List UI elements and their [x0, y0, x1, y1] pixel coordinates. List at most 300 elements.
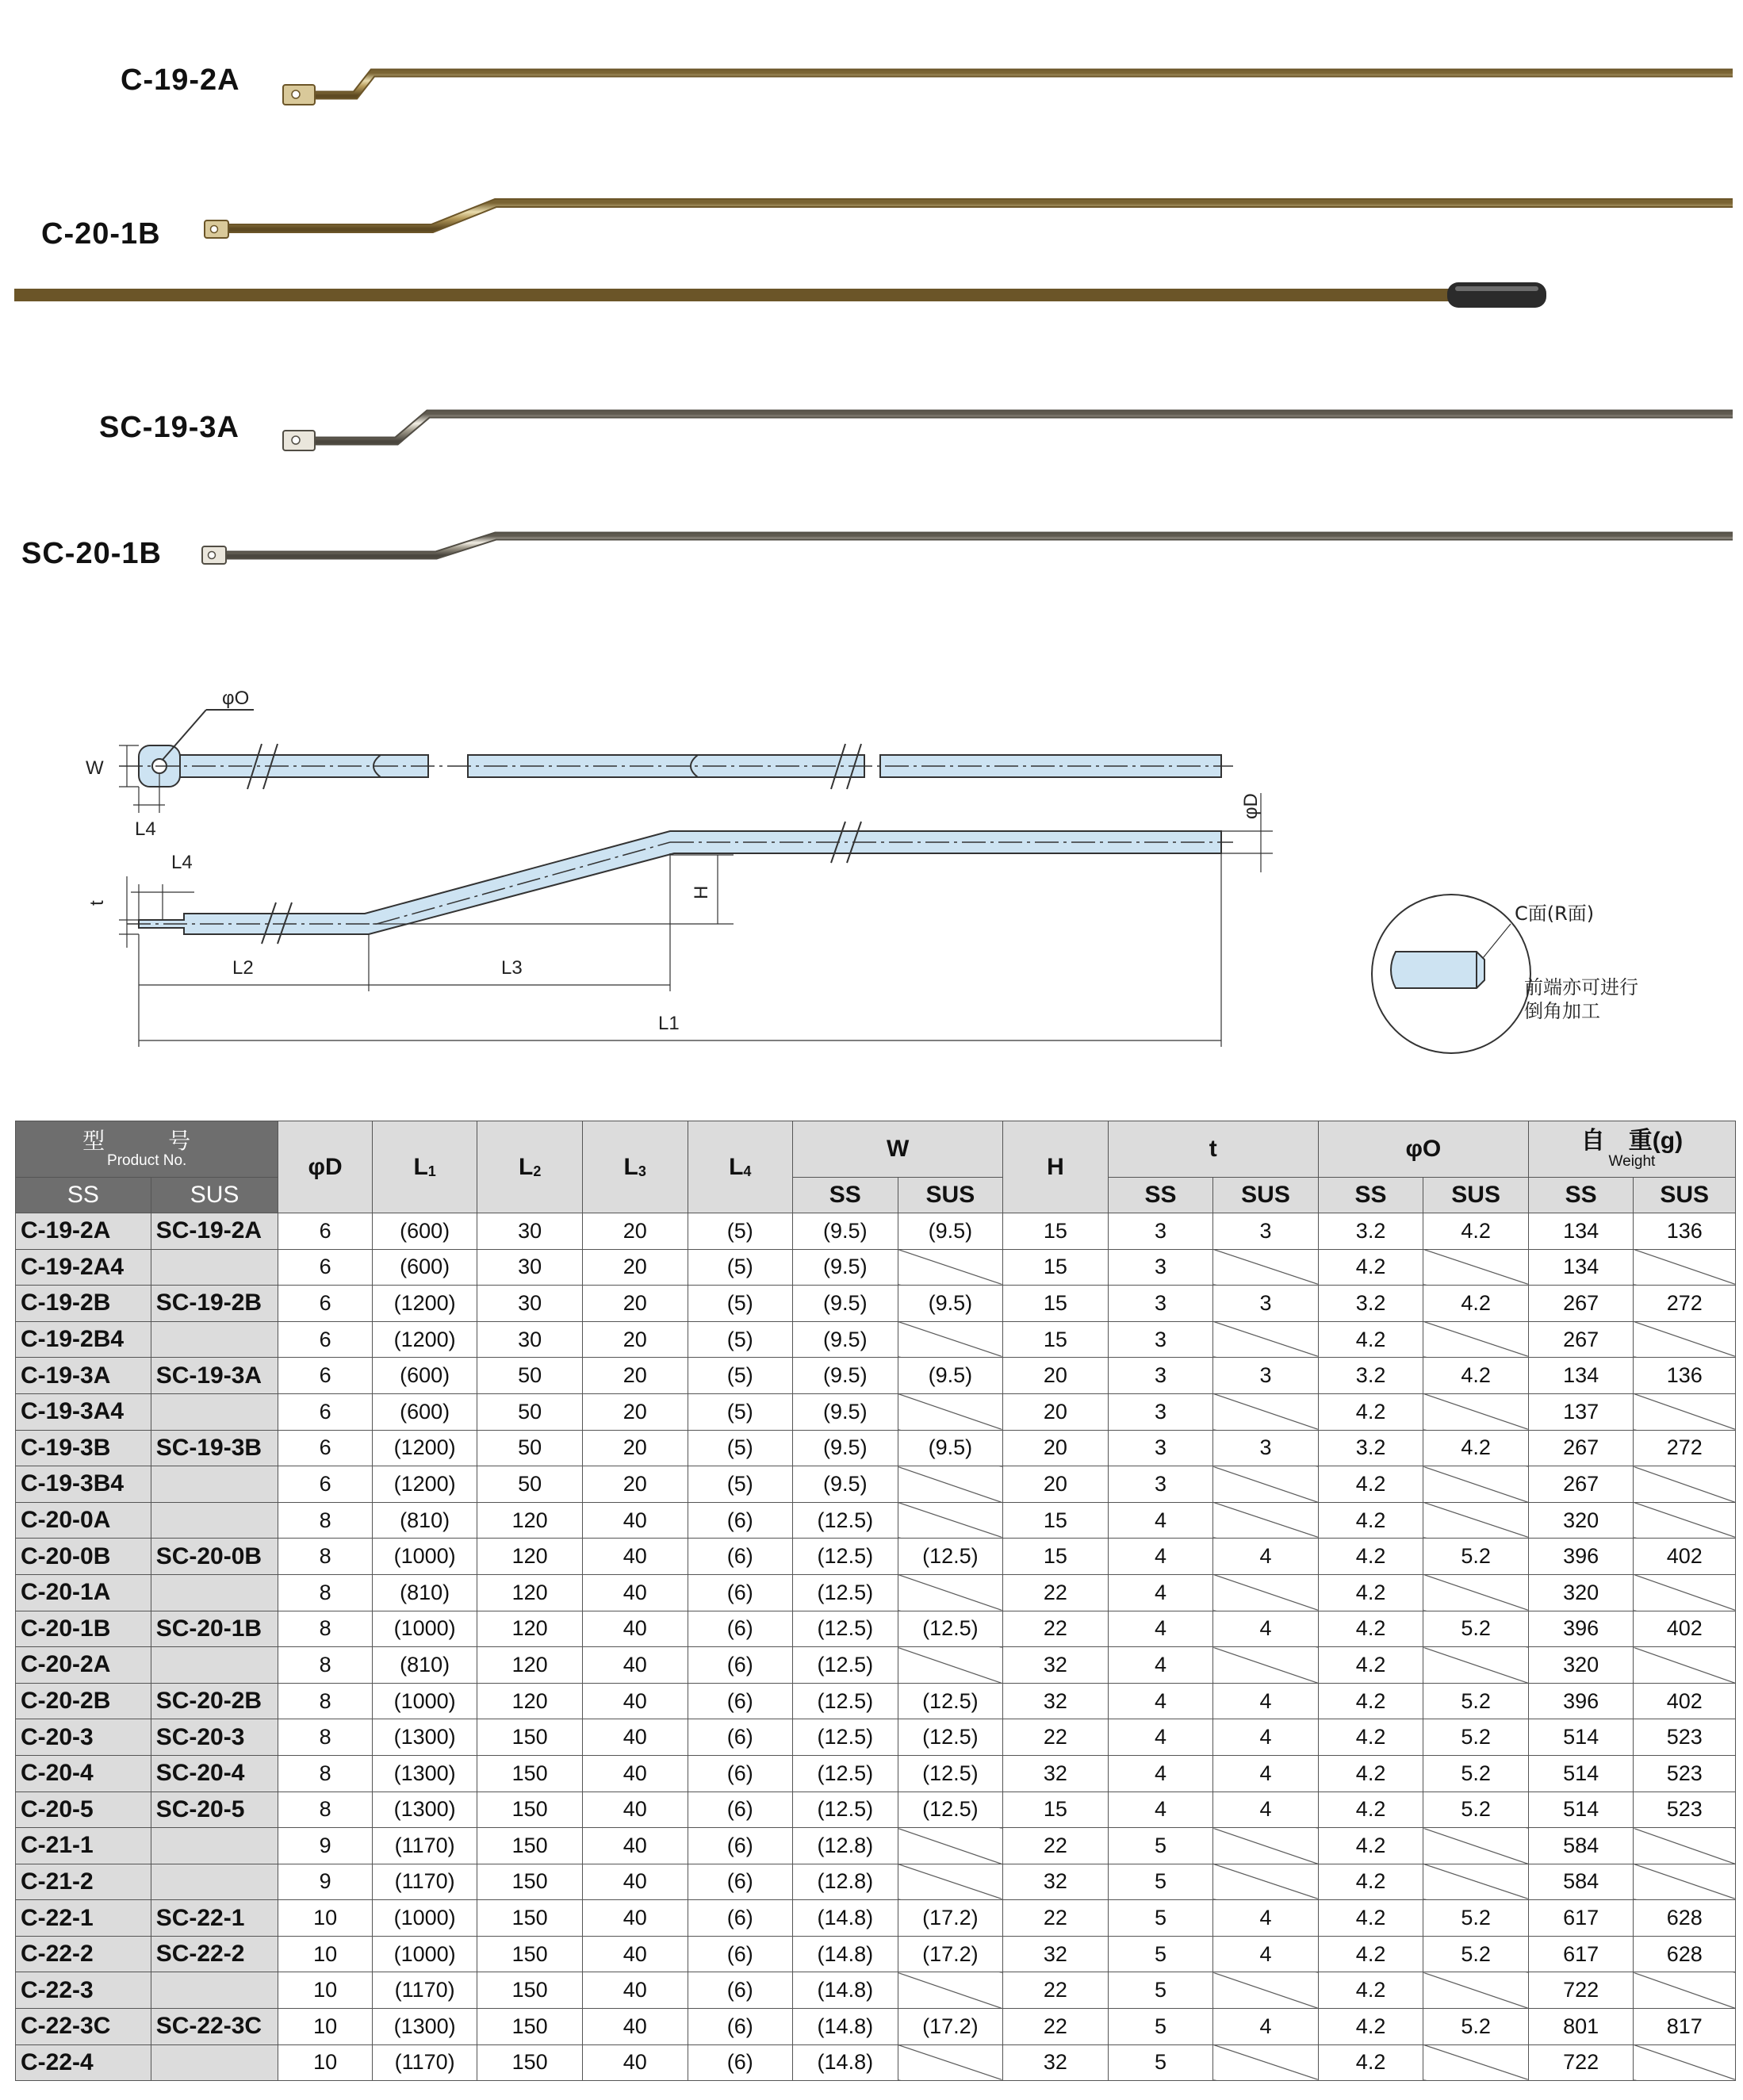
top-view [119, 710, 1233, 813]
cell-l2: 50 [477, 1466, 583, 1503]
cell-t-sus [1213, 2044, 1319, 2081]
cell-t-ss: 4 [1108, 1611, 1213, 1647]
label-phi-o: φO [222, 688, 250, 709]
cell-l1: (1000) [372, 1539, 477, 1575]
header-phi-d: φD [278, 1121, 372, 1213]
cell-h: 32 [1003, 1936, 1109, 1972]
cell-weight-ss: 584 [1528, 1828, 1634, 1864]
cell-l2: 150 [477, 1972, 583, 2009]
cell-t-ss: 4 [1108, 1792, 1213, 1828]
table-row [16, 1393, 1736, 1430]
cell-l2: 30 [477, 1286, 583, 1322]
cell-o-ss: 4.2 [1318, 1539, 1423, 1575]
cell-w-ss: (9.5) [793, 1213, 898, 1250]
table-row [16, 1828, 1736, 1864]
cell-t-sus [1213, 1249, 1319, 1286]
cell-l1: (600) [372, 1249, 477, 1286]
cell-w-ss: (12.5) [793, 1502, 898, 1539]
chamfer-label: C面(R面) [1515, 902, 1595, 925]
cell-l4: (6) [688, 2009, 793, 2045]
cell-model-ss: C-20-4 [16, 1755, 151, 1792]
cell-model-sus: SC-20-4 [151, 1755, 278, 1792]
cell-model-ss: C-20-2B [16, 1683, 151, 1719]
photo-label-c-20-1b: C-20-1B [41, 217, 161, 251]
table-row [16, 1430, 1736, 1466]
label-w: W [86, 757, 104, 779]
cell-l2: 50 [477, 1393, 583, 1430]
cell-w-sus: (12.5) [898, 1683, 1003, 1719]
cell-o-ss: 4.2 [1318, 1719, 1423, 1756]
cell-t-sus: 4 [1213, 1936, 1319, 1972]
cell-l3: 20 [582, 1321, 688, 1358]
cell-l1: (1000) [372, 1611, 477, 1647]
cell-h: 22 [1003, 1719, 1109, 1756]
label-l4-top: L4 [135, 818, 156, 840]
cell-o-sus: 4.2 [1423, 1430, 1529, 1466]
cell-weight-ss: 134 [1528, 1358, 1634, 1394]
cell-h: 32 [1003, 1683, 1109, 1719]
cell-l4: (6) [688, 1539, 793, 1575]
cell-model-ss: C-22-1 [16, 1900, 151, 1937]
cell-o-ss: 4.2 [1318, 1972, 1423, 2009]
rod-photo-sc-20-1b [202, 536, 1733, 564]
cell-weight-ss: 320 [1528, 1502, 1634, 1539]
cell-l1: (1300) [372, 2009, 477, 2045]
cell-o-sus [1423, 1321, 1529, 1358]
cell-l1: (1170) [372, 1972, 477, 2009]
cell-l2: 120 [477, 1683, 583, 1719]
cell-w-ss: (12.5) [793, 1755, 898, 1792]
cell-t-ss: 5 [1108, 1828, 1213, 1864]
spec-table [15, 1121, 1736, 2081]
cell-h: 22 [1003, 1972, 1109, 2009]
cell-t-sus [1213, 1574, 1319, 1611]
table-row [16, 1466, 1736, 1503]
cell-l3: 20 [582, 1249, 688, 1286]
chamfer-detail [1372, 895, 1530, 1053]
cell-w-sus [898, 1864, 1003, 1900]
product-photos [0, 0, 1743, 603]
cell-phi-d: 10 [278, 1972, 372, 2009]
cell-l2: 150 [477, 1792, 583, 1828]
cell-l2: 150 [477, 1936, 583, 1972]
cell-weight-ss: 396 [1528, 1539, 1634, 1575]
cell-o-sus: 4.2 [1423, 1286, 1529, 1322]
cell-phi-d: 8 [278, 1719, 372, 1756]
cell-l4: (6) [688, 1755, 793, 1792]
header-t-ss: SS [1108, 1178, 1213, 1213]
cell-o-ss: 4.2 [1318, 1502, 1423, 1539]
cell-phi-d: 10 [278, 1900, 372, 1937]
cell-weight-ss: 514 [1528, 1755, 1634, 1792]
cell-l2: 30 [477, 1213, 583, 1250]
cell-l3: 40 [582, 1972, 688, 2009]
header-h: H [1003, 1121, 1109, 1213]
rod-photo-c-19-2a [283, 73, 1733, 105]
cell-l4: (6) [688, 2044, 793, 2081]
table-row [16, 1972, 1736, 2009]
cell-model-sus: SC-20-2B [151, 1683, 278, 1719]
cell-phi-d: 6 [278, 1358, 372, 1394]
cell-model-sus [151, 1249, 278, 1286]
cell-weight-sus: 136 [1634, 1213, 1736, 1250]
cell-t-sus [1213, 1972, 1319, 2009]
cell-model-ss: C-22-3C [16, 2009, 151, 2045]
header-weight-ss: SS [1528, 1178, 1634, 1213]
label-phi-d: φD [1240, 793, 1262, 819]
cell-weight-sus: 402 [1634, 1611, 1736, 1647]
cell-weight-sus: 628 [1634, 1936, 1736, 1972]
table-row [16, 1611, 1736, 1647]
cell-phi-d: 8 [278, 1755, 372, 1792]
cell-model-ss: C-22-2 [16, 1936, 151, 1972]
cell-t-ss: 5 [1108, 1900, 1213, 1937]
cell-t-sus [1213, 1321, 1319, 1358]
cell-o-sus: 5.2 [1423, 1792, 1529, 1828]
cell-h: 22 [1003, 1574, 1109, 1611]
header-model-ss: SS [16, 1178, 151, 1213]
cell-h: 20 [1003, 1358, 1109, 1394]
cell-l3: 20 [582, 1393, 688, 1430]
cell-model-sus: SC-19-2A [151, 1213, 278, 1250]
cell-l1: (1000) [372, 1900, 477, 1937]
cell-o-sus: 5.2 [1423, 1539, 1529, 1575]
table-row [16, 1213, 1736, 1250]
cell-l2: 150 [477, 2009, 583, 2045]
cell-w-sus [898, 1393, 1003, 1430]
cell-o-ss: 4.2 [1318, 1466, 1423, 1503]
cell-t-sus: 4 [1213, 1792, 1319, 1828]
cell-weight-ss: 137 [1528, 1393, 1634, 1430]
header-model-sus: SUS [151, 1178, 278, 1213]
cell-w-ss: (14.8) [793, 1936, 898, 1972]
cell-o-ss: 4.2 [1318, 1792, 1423, 1828]
cell-l3: 40 [582, 1936, 688, 1972]
cell-weight-sus: 136 [1634, 1358, 1736, 1394]
cell-weight-ss: 320 [1528, 1574, 1634, 1611]
cell-w-ss: (9.5) [793, 1358, 898, 1394]
cell-model-ss: C-19-3B [16, 1430, 151, 1466]
cell-t-sus: 4 [1213, 2009, 1319, 2045]
label-l2: L2 [232, 957, 254, 979]
cell-model-sus [151, 1502, 278, 1539]
cell-t-ss: 3 [1108, 1430, 1213, 1466]
cell-o-sus [1423, 1249, 1529, 1286]
cell-l3: 40 [582, 1647, 688, 1684]
cell-weight-ss: 134 [1528, 1249, 1634, 1286]
cell-model-sus [151, 1393, 278, 1430]
header-l1: $L_1$ [372, 1121, 477, 1213]
cell-o-ss: 4.2 [1318, 1828, 1423, 1864]
cell-w-ss: (9.5) [793, 1466, 898, 1503]
cell-phi-d: 6 [278, 1213, 372, 1250]
cell-h: 32 [1003, 1647, 1109, 1684]
cell-weight-ss: 320 [1528, 1647, 1634, 1684]
cell-o-sus: 5.2 [1423, 1719, 1529, 1756]
table-row [16, 1574, 1736, 1611]
cell-l3: 40 [582, 1828, 688, 1864]
cell-l4: (5) [688, 1466, 793, 1503]
cell-w-sus: (12.5) [898, 1611, 1003, 1647]
cell-t-sus [1213, 1502, 1319, 1539]
table-row [16, 2009, 1736, 2045]
cell-o-sus [1423, 1574, 1529, 1611]
photo-label-sc-19-3a: SC-19-3A [99, 411, 239, 444]
cell-o-sus [1423, 1864, 1529, 1900]
cell-l3: 40 [582, 1792, 688, 1828]
cell-l2: 30 [477, 1249, 583, 1286]
cell-t-sus [1213, 1864, 1319, 1900]
cell-t-sus: 3 [1213, 1286, 1319, 1322]
cell-l4: (5) [688, 1321, 793, 1358]
cell-t-sus [1213, 1466, 1319, 1503]
cell-h: 20 [1003, 1430, 1109, 1466]
cell-l3: 40 [582, 2044, 688, 2081]
cell-o-ss: 4.2 [1318, 1900, 1423, 1937]
cell-model-sus: SC-19-3A [151, 1358, 278, 1394]
cell-o-ss: 3.2 [1318, 1430, 1423, 1466]
cell-o-ss: 4.2 [1318, 1574, 1423, 1611]
table-row [16, 1286, 1736, 1322]
cell-l4: (5) [688, 1286, 793, 1322]
cell-l4: (6) [688, 1502, 793, 1539]
cell-t-ss: 5 [1108, 1936, 1213, 1972]
cell-w-ss: (14.8) [793, 1972, 898, 2009]
cell-h: 32 [1003, 2044, 1109, 2081]
table-row [16, 1864, 1736, 1900]
cell-model-ss: C-21-1 [16, 1828, 151, 1864]
header-l3: $L_3$ [582, 1121, 688, 1213]
cell-l2: 30 [477, 1321, 583, 1358]
cell-o-ss: 4.2 [1318, 1249, 1423, 1286]
cell-w-ss: (12.8) [793, 1828, 898, 1864]
cell-w-sus: (12.5) [898, 1719, 1003, 1756]
cell-weight-sus: 523 [1634, 1792, 1736, 1828]
cell-l2: 150 [477, 1828, 583, 1864]
cell-model-sus [151, 1574, 278, 1611]
cell-t-ss: 3 [1108, 1466, 1213, 1503]
cell-phi-d: 6 [278, 1466, 372, 1503]
cell-l2: 120 [477, 1539, 583, 1575]
cell-weight-sus [1634, 1864, 1736, 1900]
cell-phi-d: 6 [278, 1393, 372, 1430]
cell-l2: 120 [477, 1611, 583, 1647]
cell-h: 15 [1003, 1286, 1109, 1322]
cell-o-sus [1423, 1647, 1529, 1684]
cell-model-ss: C-19-2B4 [16, 1321, 151, 1358]
cell-h: 32 [1003, 1755, 1109, 1792]
cell-weight-sus: 272 [1634, 1430, 1736, 1466]
cell-o-sus: 5.2 [1423, 1611, 1529, 1647]
cell-l1: (1170) [372, 2044, 477, 2081]
cell-model-ss: C-20-1B [16, 1611, 151, 1647]
cell-l1: (600) [372, 1393, 477, 1430]
cell-weight-ss: 617 [1528, 1936, 1634, 1972]
chamfer-note-line1: 前端亦可进行 [1524, 976, 1638, 998]
cell-model-sus [151, 1321, 278, 1358]
cell-h: 22 [1003, 1900, 1109, 1937]
label-l1: L1 [658, 1013, 680, 1034]
header-o-ss: SS [1318, 1178, 1423, 1213]
cell-model-sus: SC-19-3B [151, 1430, 278, 1466]
cell-o-sus [1423, 1828, 1529, 1864]
cell-w-ss: (9.5) [793, 1249, 898, 1286]
cell-l3: 40 [582, 1611, 688, 1647]
cell-l2: 150 [477, 2044, 583, 2081]
cell-l4: (6) [688, 1719, 793, 1756]
cell-weight-sus: 402 [1634, 1539, 1736, 1575]
cell-l2: 120 [477, 1574, 583, 1611]
cell-w-ss: (12.5) [793, 1574, 898, 1611]
cell-phi-d: 9 [278, 1864, 372, 1900]
cell-l2: 50 [477, 1358, 583, 1394]
cell-phi-d: 8 [278, 1792, 372, 1828]
cell-w-ss: (12.5) [793, 1719, 898, 1756]
cell-model-ss: C-19-3A4 [16, 1393, 151, 1430]
cell-w-sus: (12.5) [898, 1792, 1003, 1828]
cell-l4: (5) [688, 1249, 793, 1286]
cell-weight-sus: 523 [1634, 1755, 1736, 1792]
header-model: 型 号 Product No. [16, 1121, 278, 1178]
cell-l2: 150 [477, 1755, 583, 1792]
table-row [16, 1683, 1736, 1719]
cell-w-ss: (14.8) [793, 2009, 898, 2045]
cell-o-ss: 4.2 [1318, 1321, 1423, 1358]
cell-model-sus: SC-20-3 [151, 1719, 278, 1756]
cell-l2: 150 [477, 1864, 583, 1900]
cell-model-sus: SC-20-0B [151, 1539, 278, 1575]
cell-o-sus: 5.2 [1423, 1936, 1529, 1972]
cell-w-sus: (9.5) [898, 1358, 1003, 1394]
cell-t-ss: 5 [1108, 2044, 1213, 2081]
cell-l3: 40 [582, 1864, 688, 1900]
cell-t-sus: 3 [1213, 1430, 1319, 1466]
cell-l4: (6) [688, 1683, 793, 1719]
cell-phi-d: 8 [278, 1502, 372, 1539]
cell-t-ss: 5 [1108, 1864, 1213, 1900]
cell-t-sus: 3 [1213, 1213, 1319, 1250]
cell-weight-ss: 722 [1528, 1972, 1634, 2009]
cell-o-ss: 4.2 [1318, 1755, 1423, 1792]
cell-phi-d: 10 [278, 2044, 372, 2081]
cell-l4: (6) [688, 1864, 793, 1900]
cell-phi-d: 6 [278, 1249, 372, 1286]
cell-weight-ss: 801 [1528, 2009, 1634, 2045]
cell-t-ss: 4 [1108, 1647, 1213, 1684]
cell-w-sus: (17.2) [898, 1936, 1003, 1972]
header-w-ss: SS [793, 1178, 898, 1213]
table-row [16, 1900, 1736, 1937]
cell-w-sus: (9.5) [898, 1213, 1003, 1250]
cell-l4: (5) [688, 1393, 793, 1430]
cell-h: 15 [1003, 1502, 1109, 1539]
cell-model-ss: C-20-5 [16, 1792, 151, 1828]
cell-weight-ss: 134 [1528, 1213, 1634, 1250]
cell-h: 15 [1003, 1249, 1109, 1286]
table-row [16, 1647, 1736, 1684]
cell-model-sus: SC-20-5 [151, 1792, 278, 1828]
cell-phi-d: 10 [278, 2009, 372, 2045]
cell-t-sus: 4 [1213, 1719, 1319, 1756]
cell-o-sus: 5.2 [1423, 2009, 1529, 2045]
cell-phi-d: 6 [278, 1430, 372, 1466]
cell-model-ss: C-20-0A [16, 1502, 151, 1539]
cell-model-sus [151, 2044, 278, 2081]
cell-t-sus [1213, 1647, 1319, 1684]
cell-weight-sus [1634, 2044, 1736, 2081]
cell-l2: 120 [477, 1647, 583, 1684]
table-row [16, 1249, 1736, 1286]
cell-model-ss: C-21-2 [16, 1864, 151, 1900]
cell-weight-sus [1634, 1828, 1736, 1864]
header-t: t [1108, 1121, 1318, 1178]
rod-photo-c-20-1b [205, 203, 1733, 238]
cell-model-ss: C-19-2A [16, 1213, 151, 1250]
cell-t-sus: 4 [1213, 1539, 1319, 1575]
cell-model-sus: SC-22-2 [151, 1936, 278, 1972]
cell-w-ss: (12.5) [793, 1647, 898, 1684]
cell-model-sus: SC-22-3C [151, 2009, 278, 2045]
cell-weight-ss: 514 [1528, 1719, 1634, 1756]
cell-w-sus: (9.5) [898, 1286, 1003, 1322]
cell-t-sus [1213, 1828, 1319, 1864]
table-row [16, 1321, 1736, 1358]
cell-l1: (1200) [372, 1466, 477, 1503]
cell-w-sus: (12.5) [898, 1539, 1003, 1575]
cell-weight-ss: 267 [1528, 1466, 1634, 1503]
cell-h: 15 [1003, 1321, 1109, 1358]
cell-l2: 150 [477, 1719, 583, 1756]
cell-phi-d: 8 [278, 1539, 372, 1575]
cell-o-ss: 4.2 [1318, 2009, 1423, 2045]
cell-l3: 40 [582, 1539, 688, 1575]
cell-model-sus: SC-22-1 [151, 1900, 278, 1937]
cell-t-ss: 5 [1108, 2009, 1213, 2045]
cell-l1: (1000) [372, 1936, 477, 1972]
cell-weight-ss: 722 [1528, 2044, 1634, 2081]
cell-o-ss: 4.2 [1318, 1393, 1423, 1430]
cell-w-sus [898, 1828, 1003, 1864]
cell-weight-ss: 396 [1528, 1683, 1634, 1719]
cell-weight-sus: 272 [1634, 1286, 1736, 1322]
cell-w-ss: (12.5) [793, 1792, 898, 1828]
cell-w-sus [898, 1502, 1003, 1539]
cell-t-sus: 4 [1213, 1900, 1319, 1937]
cell-l4: (6) [688, 1900, 793, 1937]
header-o-sus: SUS [1423, 1178, 1529, 1213]
cell-w-sus: (17.2) [898, 1900, 1003, 1937]
cell-model-sus [151, 1972, 278, 2009]
table-row [16, 1358, 1736, 1394]
cell-w-ss: (9.5) [793, 1393, 898, 1430]
cell-l1: (1000) [372, 1683, 477, 1719]
table-row [16, 1792, 1736, 1828]
cell-h: 22 [1003, 1611, 1109, 1647]
cell-t-ss: 3 [1108, 1249, 1213, 1286]
cell-w-ss: (12.5) [793, 1539, 898, 1575]
cell-weight-sus [1634, 1574, 1736, 1611]
header-l4: $L_4$ [688, 1121, 793, 1213]
cell-w-ss: (9.5) [793, 1321, 898, 1358]
table-row [16, 1502, 1736, 1539]
cell-t-ss: 3 [1108, 1286, 1213, 1322]
cell-o-sus: 5.2 [1423, 1755, 1529, 1792]
label-l3: L3 [501, 957, 523, 979]
chamfer-note-line2: 倒角加工 [1524, 1000, 1600, 1022]
photo-label-sc-20-1b: SC-20-1B [21, 537, 162, 570]
cell-model-sus [151, 1647, 278, 1684]
cell-t-ss: 4 [1108, 1574, 1213, 1611]
